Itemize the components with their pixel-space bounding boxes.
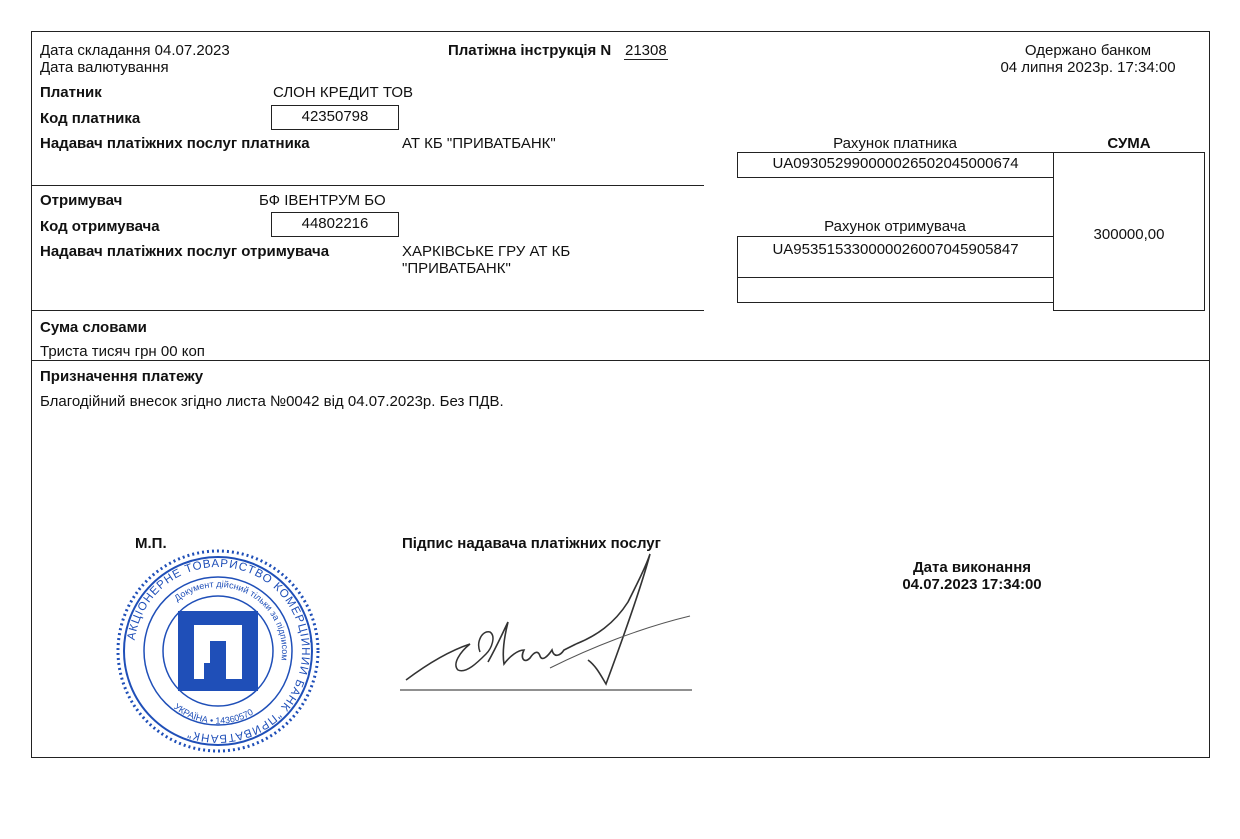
document-title: Платіжна інструкція N (448, 42, 612, 59)
recipient-account: UA953515330000026007045905847 (737, 236, 1054, 303)
payer-account-label: Рахунок платника (833, 135, 957, 152)
recipient-account-label: Рахунок отримувача (824, 218, 966, 235)
execution-datetime: 04.07.2023 17:34:00 (902, 576, 1042, 593)
signature-label: Підпис надавача платіжних послуг (402, 535, 661, 552)
payer-code-label: Код платника (40, 110, 141, 127)
execution-date-label: Дата виконання (912, 559, 1032, 576)
stamp-label: М.П. (135, 535, 167, 552)
payer-code: 42350798 (271, 105, 399, 130)
recipient-name: БФ ІВЕНТРУМ БО (259, 192, 386, 209)
document-number: 21308 (625, 42, 667, 59)
payer-provider-label: Надавач платіжних послуг платника (40, 135, 310, 152)
recipient-code: 44802216 (271, 212, 399, 237)
payer-name: СЛОН КРЕДИТ ТОВ (273, 84, 414, 101)
divider-recipient (32, 310, 704, 311)
payment-instruction-document (31, 31, 1210, 758)
amount-words: Триста тисяч грн 00 коп (40, 343, 205, 360)
handwritten-signature (400, 552, 696, 692)
payer-account: UA093052990000026502045000674 (737, 152, 1054, 178)
stamp-bottom-text: УКРАЇНА • 14360570 (172, 701, 255, 726)
payer-provider: АТ КБ "ПРИВАТБАНК" (402, 135, 556, 152)
amount-words-label: Сума словами (40, 319, 147, 336)
bank-stamp (114, 547, 322, 755)
recipient-account-divider (737, 277, 1053, 278)
stamp-outer-text: АКЦІОНЕРНЕ ТОВАРИСТВО КОМЕРЦІЙНИЙ БАНК "ПРИВАТБАНК" (125, 557, 312, 745)
received-by-bank-label: Одержано банком (1024, 42, 1152, 59)
recipient-provider-label: Надавач платіжних послуг отримувача (40, 243, 330, 260)
amount-label: СУМА (1107, 135, 1151, 152)
divider-amount-words (32, 360, 1209, 361)
recipient-label: Отримувач (40, 192, 123, 209)
value-date-label: Дата валютування (40, 59, 169, 76)
stamp-inner-text: Документ дійсний тільки за підписом (172, 578, 291, 662)
payer-label: Платник (40, 84, 102, 101)
privatbank-logo-icon (178, 611, 258, 691)
purpose-label: Призначення платежу (40, 368, 204, 385)
recipient-provider-line2: "ПРИВАТБАНК" (402, 260, 511, 277)
purpose-text: Благодійний внесок згідно листа №0042 від 04.07.2023р. Без ПДВ. (40, 393, 504, 410)
amount-value: 300000,00 (1053, 152, 1205, 311)
recipient-code-label: Код отримувача (40, 218, 160, 235)
received-datetime: 04 липня 2023р. 17:34:00 (1000, 59, 1176, 76)
divider-payer (32, 185, 704, 186)
date-created: Дата складання 04.07.2023 (40, 42, 230, 59)
recipient-provider-line1: ХАРКІВСЬКЕ ГРУ АТ КБ (402, 243, 571, 260)
